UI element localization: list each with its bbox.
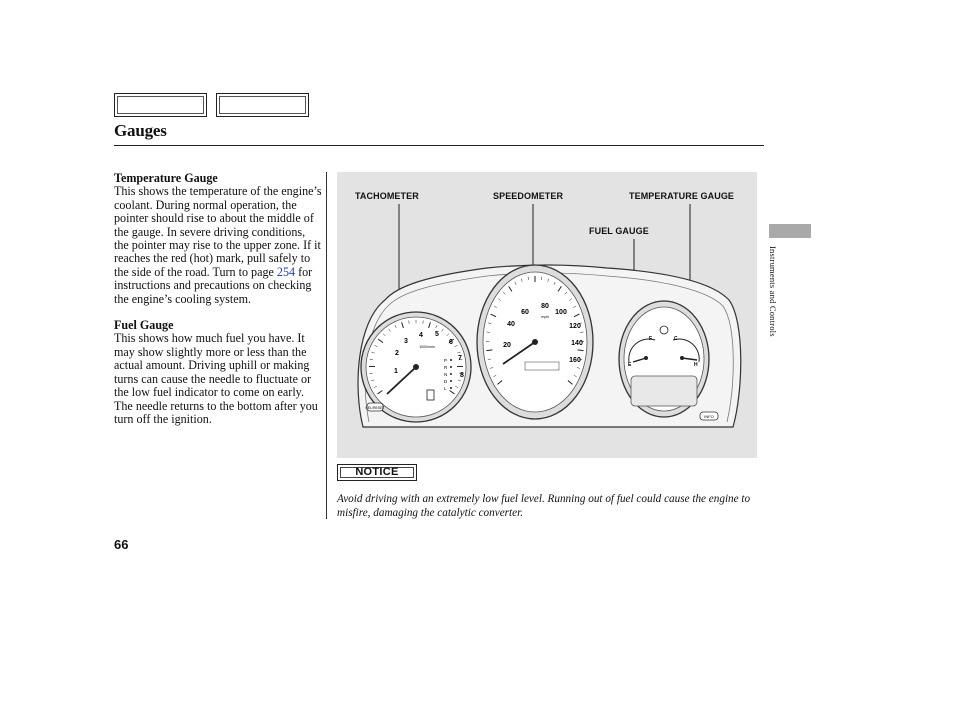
nav-next-button[interactable] [216,93,309,117]
fuel-temp-gauge [619,301,709,417]
gear-letter: D [444,379,448,384]
tach-unit-label: 1000r/min [419,345,435,349]
left-text-column [114,172,322,426]
info-button[interactable] [700,412,718,420]
tach-number: 5 [435,331,439,338]
tach-number: 3 [404,338,408,345]
notice-text: Avoid driving with an extremely low fuel level. Running out of fuel could cause the engine to misfire, damaging the catalytic converter. [337,493,751,519]
column-divider [326,172,327,519]
temp-cold-mark: C [674,336,678,342]
instrument-panel-figure [337,172,757,458]
temperature-gauge-callout: TEMPERATURE GAUGE [629,191,735,201]
temperature-text-after: for instructions and precautions on checking the engine’s cooling system. [114,264,313,306]
tach-number: 2 [395,350,399,357]
page-254-link[interactable]: 254 [276,264,296,279]
tach-number: 8 [460,372,464,379]
speed-number: 100 [555,309,567,316]
speed-number: 80 [541,303,549,310]
gear-letter: L [444,386,447,391]
fuel-gauge-paragraph: This shows how much fuel you have. It may show slightly more or less than the actual amount. Driving uphill or making turns can cause the needle to fluctuate or the low fuel indicator to come on early. The needle returns to the bottom after you turn off the ignition. [114,331,318,426]
temperature-gauge-paragraph [114,185,322,306]
speed-number: 120 [569,323,581,330]
page-title: Gauges [114,121,167,140]
temp-hot-mark: H [694,362,698,368]
tach-number: 1 [394,368,398,375]
svg-text:SEL/RESET: SEL/RESET [365,406,385,410]
svg-text:INFO: INFO [704,414,714,419]
fuel-gauge-callout: FUEL GAUGE [589,226,649,236]
speed-number: 40 [507,321,515,328]
gear-letter: N [444,372,448,377]
nav-previous-button[interactable] [114,93,207,117]
tach-number: 7 [458,355,462,362]
instrument-cluster-drawing [337,172,757,458]
page-number: 66 [114,537,129,552]
temperature-text-before: This shows the temperature of the engine’s coolant. During normal operation, the pointer should rise to about the middle of the gauge. In severe driving conditions, the pointer may rise to the upper zone. If it reaches the red (hot) mark, pull safely to the side of the road. Turn to page [114,184,322,279]
speedometer-callout: SPEEDOMETER [493,191,564,201]
title-divider [114,145,764,146]
notice-label: NOTICE [337,464,417,481]
section-label: Instruments and Controls [768,246,778,337]
section-tab[interactable] [769,224,811,238]
speed-number: 140 [571,340,583,347]
fuel-full-mark: F [649,336,653,342]
tachometer-callout: TACHOMETER [355,191,419,201]
tach-number: 4 [419,332,423,339]
temperature-gauge-heading: Temperature Gauge [114,171,218,185]
speed-unit-label: mph [541,314,549,319]
gear-letter: R [444,365,448,370]
speed-number: 60 [521,309,529,316]
gear-letter: P [444,358,448,363]
fuel-empty-mark: E [628,362,632,368]
tach-number: 6 [449,339,453,346]
speed-number: 20 [503,342,511,349]
speedometer-gauge [477,265,593,419]
fuel-gauge-heading: Fuel Gauge [114,318,174,333]
sel-reset-button[interactable] [365,403,385,411]
speed-number: 160 [569,357,581,364]
